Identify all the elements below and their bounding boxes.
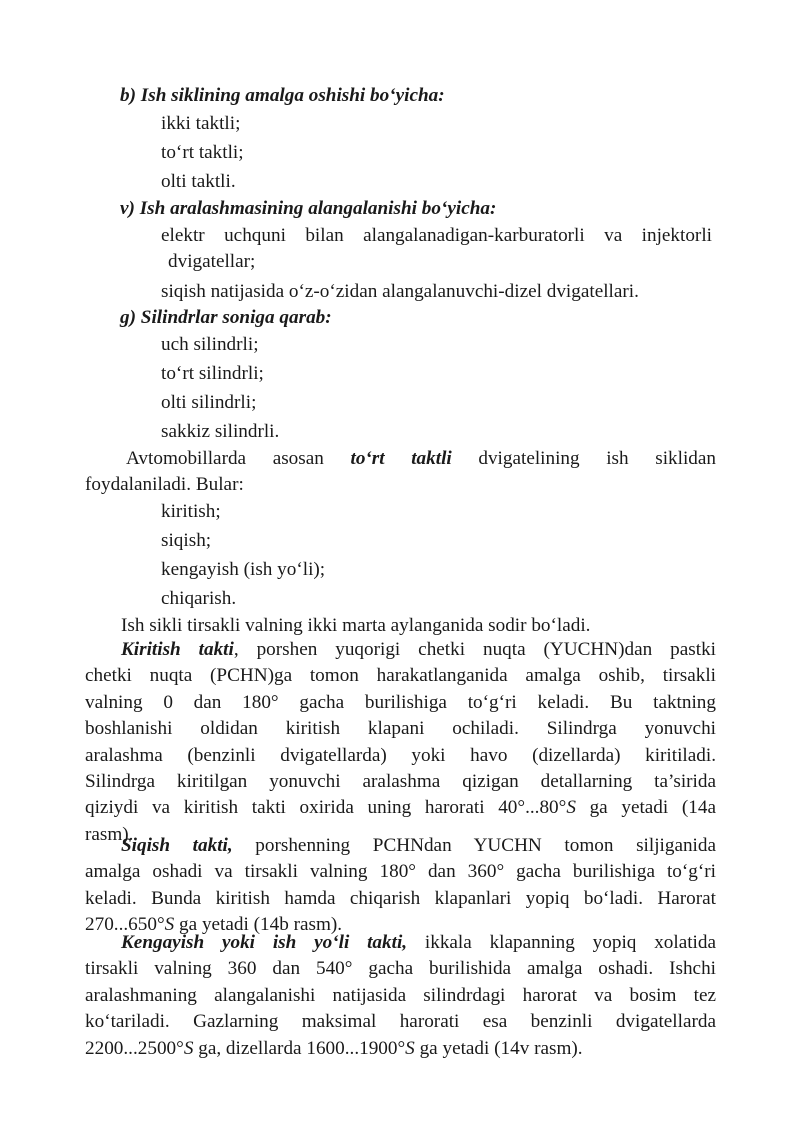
list-item: uch silindrli; bbox=[161, 334, 259, 355]
list-item: siqish natijasida o‘z-o‘zidan alangalanuvchi-dizel dvigatellari. bbox=[161, 281, 639, 302]
list-item: kiritish; bbox=[161, 501, 221, 522]
intro-paragraph: Avtomobillarda asosan to‘rt taktli dvigatelining ish siklidan foydalaniladi. Bular: bbox=[85, 448, 717, 496]
list-item: olti taktli. bbox=[161, 171, 236, 192]
cycle-note: Ish sikli tirsakli valning ikki marta aylanganida sodir bo‘ladi. bbox=[121, 615, 591, 636]
section-g-heading: g) Silindrlar soniga qarab: bbox=[120, 307, 332, 328]
list-item: siqish; bbox=[161, 530, 212, 551]
list-item: kengayish (ish yo‘li); bbox=[161, 559, 326, 580]
compression-stroke-paragraph: Siqish takti, porshenning PCHNdan YUCHN tomon siljiganida amalga oshadi va tirsakli valning 180° dan 360° gacha burilishiga to‘g‘ri keladi. Bunda kiritish hamda chiqarish klapanlari yopiq bo‘ladi. Harorat 270...650°S ga yetadi (14b rasm). bbox=[85, 835, 717, 936]
list-item: ikki taktli; bbox=[161, 113, 241, 134]
term-intake: Kiritish takti bbox=[121, 639, 234, 660]
list-item: elektr uchquni bilan alangalanadigan-karburatorli va injektorli dvigatellar; bbox=[161, 225, 712, 273]
section-b-heading: b) Ish siklining amalga oshishi bo‘yicha: bbox=[120, 85, 445, 106]
emphasis-text: to‘rt taktli bbox=[350, 448, 452, 469]
term-compression: Siqish takti, bbox=[121, 835, 233, 856]
list-item: chiqarish. bbox=[161, 588, 237, 609]
list-item: to‘rt taktli; bbox=[161, 142, 244, 163]
intake-stroke-paragraph: Kiritish takti, porshen yuqorigi chetki nuqta (YUCHN)dan pastki chetki nuqta (PCHN)ga tomon harakatlanganida amalga oshib, tirsakli valning 0 dan 180° gacha burilishiga to‘g‘ri keladi. Bu taktning boshlanishi oldidan kiritish klapani ochiladi. Silindrga yonuvchi aralashma (benzinli dvigatellarda) yoki havo (dizellarda) kiritiladi. Silindrga kiritilgan yonuvchi aralashma qizigan detallarning ta’sirida qiziydi va kiritish takti oxirida uning harorati 40°...80°S ga yetadi (14a rasm). bbox=[85, 639, 716, 845]
list-item: sakkiz silindrli. bbox=[161, 421, 280, 442]
power-stroke-paragraph: Kengayish yoki ish yo‘li takti, ikkala klapanning yopiq xolatida tirsakli valning 360 dan 540° gacha burilishida amalga oshadi. Ishchi aralashmaning alangalanishi natijasida silindrdagi harorat va bosim tez ko‘tariladi. Gazlarning maksimal harorati esa benzinli dvigatellarda 2200...2500°S ga, dizellarda 1600...1900°S ga yetadi (14v rasm). bbox=[85, 932, 716, 1059]
list-item: to‘rt silindrli; bbox=[161, 363, 264, 384]
term-power: Kengayish yoki ish yo‘li takti, bbox=[121, 932, 408, 953]
list-item: olti silindrli; bbox=[161, 392, 257, 413]
section-v-heading: v) Ish aralashmasining alangalanishi bo‘yicha: bbox=[120, 198, 497, 219]
